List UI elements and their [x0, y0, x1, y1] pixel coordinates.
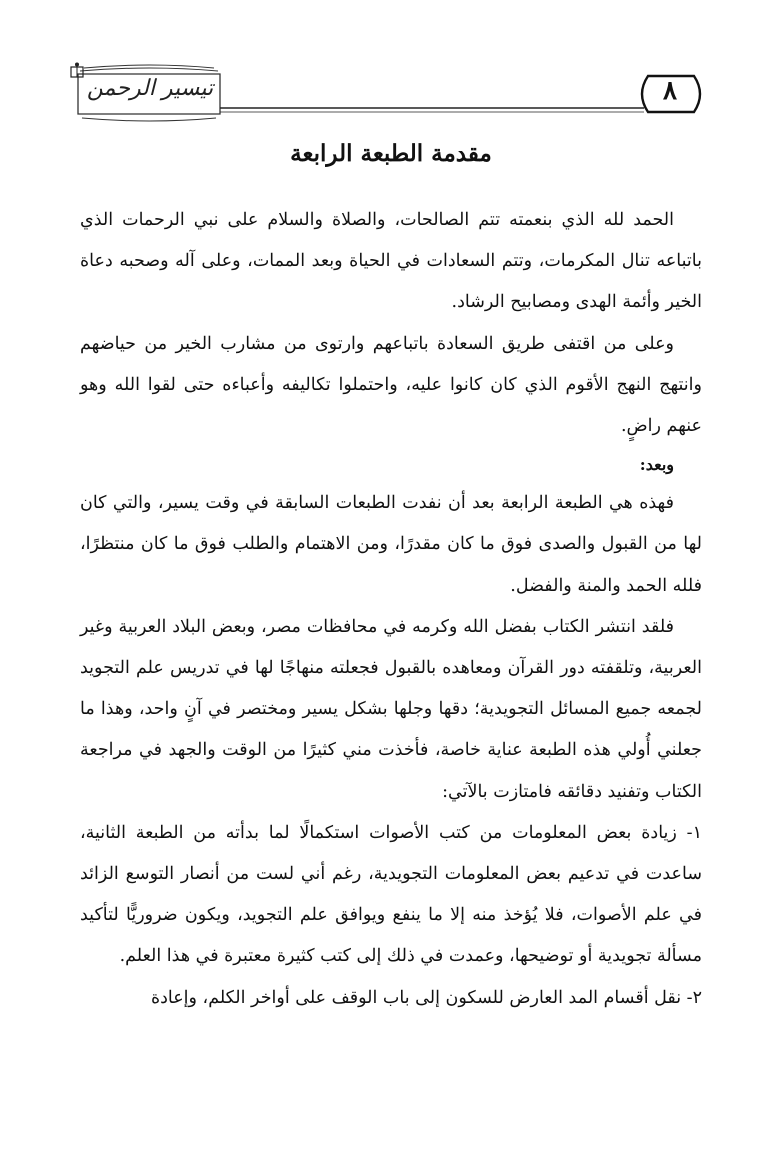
paragraph: الحمد لله الذي بنعمته تتم الصالحات، والصلاة والسلام على نبي الرحمات الذي باتباعه تنال المكرمات، وتتم السعادات في الحياة وبعد الممات، وعلى آله وصحبه دعاة الخير وأئمة الهدى ومصابيح الرشاد. — [80, 210, 702, 313]
paragraph: فلقد انتشر الكتاب بفضل الله وكرمه في محافظات مصر، وبعض البلاد العربية وغير العربية، وتلقفته دور القرآن ومعاهده بالقبول فجعلته منهاجًا لها في تدريس علم التجويد لجمعه جميع المسائل التجويدية؛ دقها وجلها بشكل يسير ومختصر في آنٍ واحد، وهذا ما جعلني أُولي هذه الطبعة عناية خاصة، فأخذت مني كثيرًا من الوقت والجهد في مراجعة الكتاب وتفنيد دقائقه فامتازت بالآتي: — [80, 616, 702, 802]
book-icon — [70, 62, 84, 78]
page-header — [70, 62, 708, 130]
paragraph: وعلى من اقتفى طريق السعادة باتباعهم وارتوى من مشارب الخير من حياضهم وانتهج النهج الأقوم الذي كان كانوا عليه، واحتملوا تكاليفه وأعباءه حتى لقوا الله وهو عنهم راضٍ. — [80, 333, 702, 437]
section-title: مقدمة الطبعة الرابعة — [290, 140, 492, 167]
main-text — [80, 200, 702, 1019]
paragraph: فهذه هي الطبعة الرابعة بعد أن نفدت الطبعات السابقة في وقت يسير، والتي كان لها من القبول والصدى فوق ما كان مقدرًا، ومن الاهتمام والطلب فوق ما كان منتظرًا، فلله الحمد والمنة والفضل. — [80, 493, 702, 596]
page-number: ٨ — [663, 76, 677, 106]
book-title-logo: تيسير الرحمن — [86, 76, 214, 101]
list-item: ٢- نقل أقسام المد العارض للسكون إلى باب الوقف على أواخر الكلم، وإعادة — [150, 987, 702, 1008]
sub-heading: وبعد: — [639, 455, 674, 475]
list-item: ١- زيادة بعض المعلومات من كتب الأصوات استكمالًا لما بدأته من الطبعة الثانية، ساعدت في تدعيم بعض المعلومات التجويدية، رغم أني لست من أنصار التوسع الزائد في علم الأصوات، فلا يُؤخذ منه إلا ما ينفع ويوافق علم التجويد، ويكون ضروريًّا لتأكيد مسألة تجويدية أو توضيحها، وعمدت في ذلك إلى كتب كثيرة معتبرة في هذا العلم. — [80, 822, 702, 967]
